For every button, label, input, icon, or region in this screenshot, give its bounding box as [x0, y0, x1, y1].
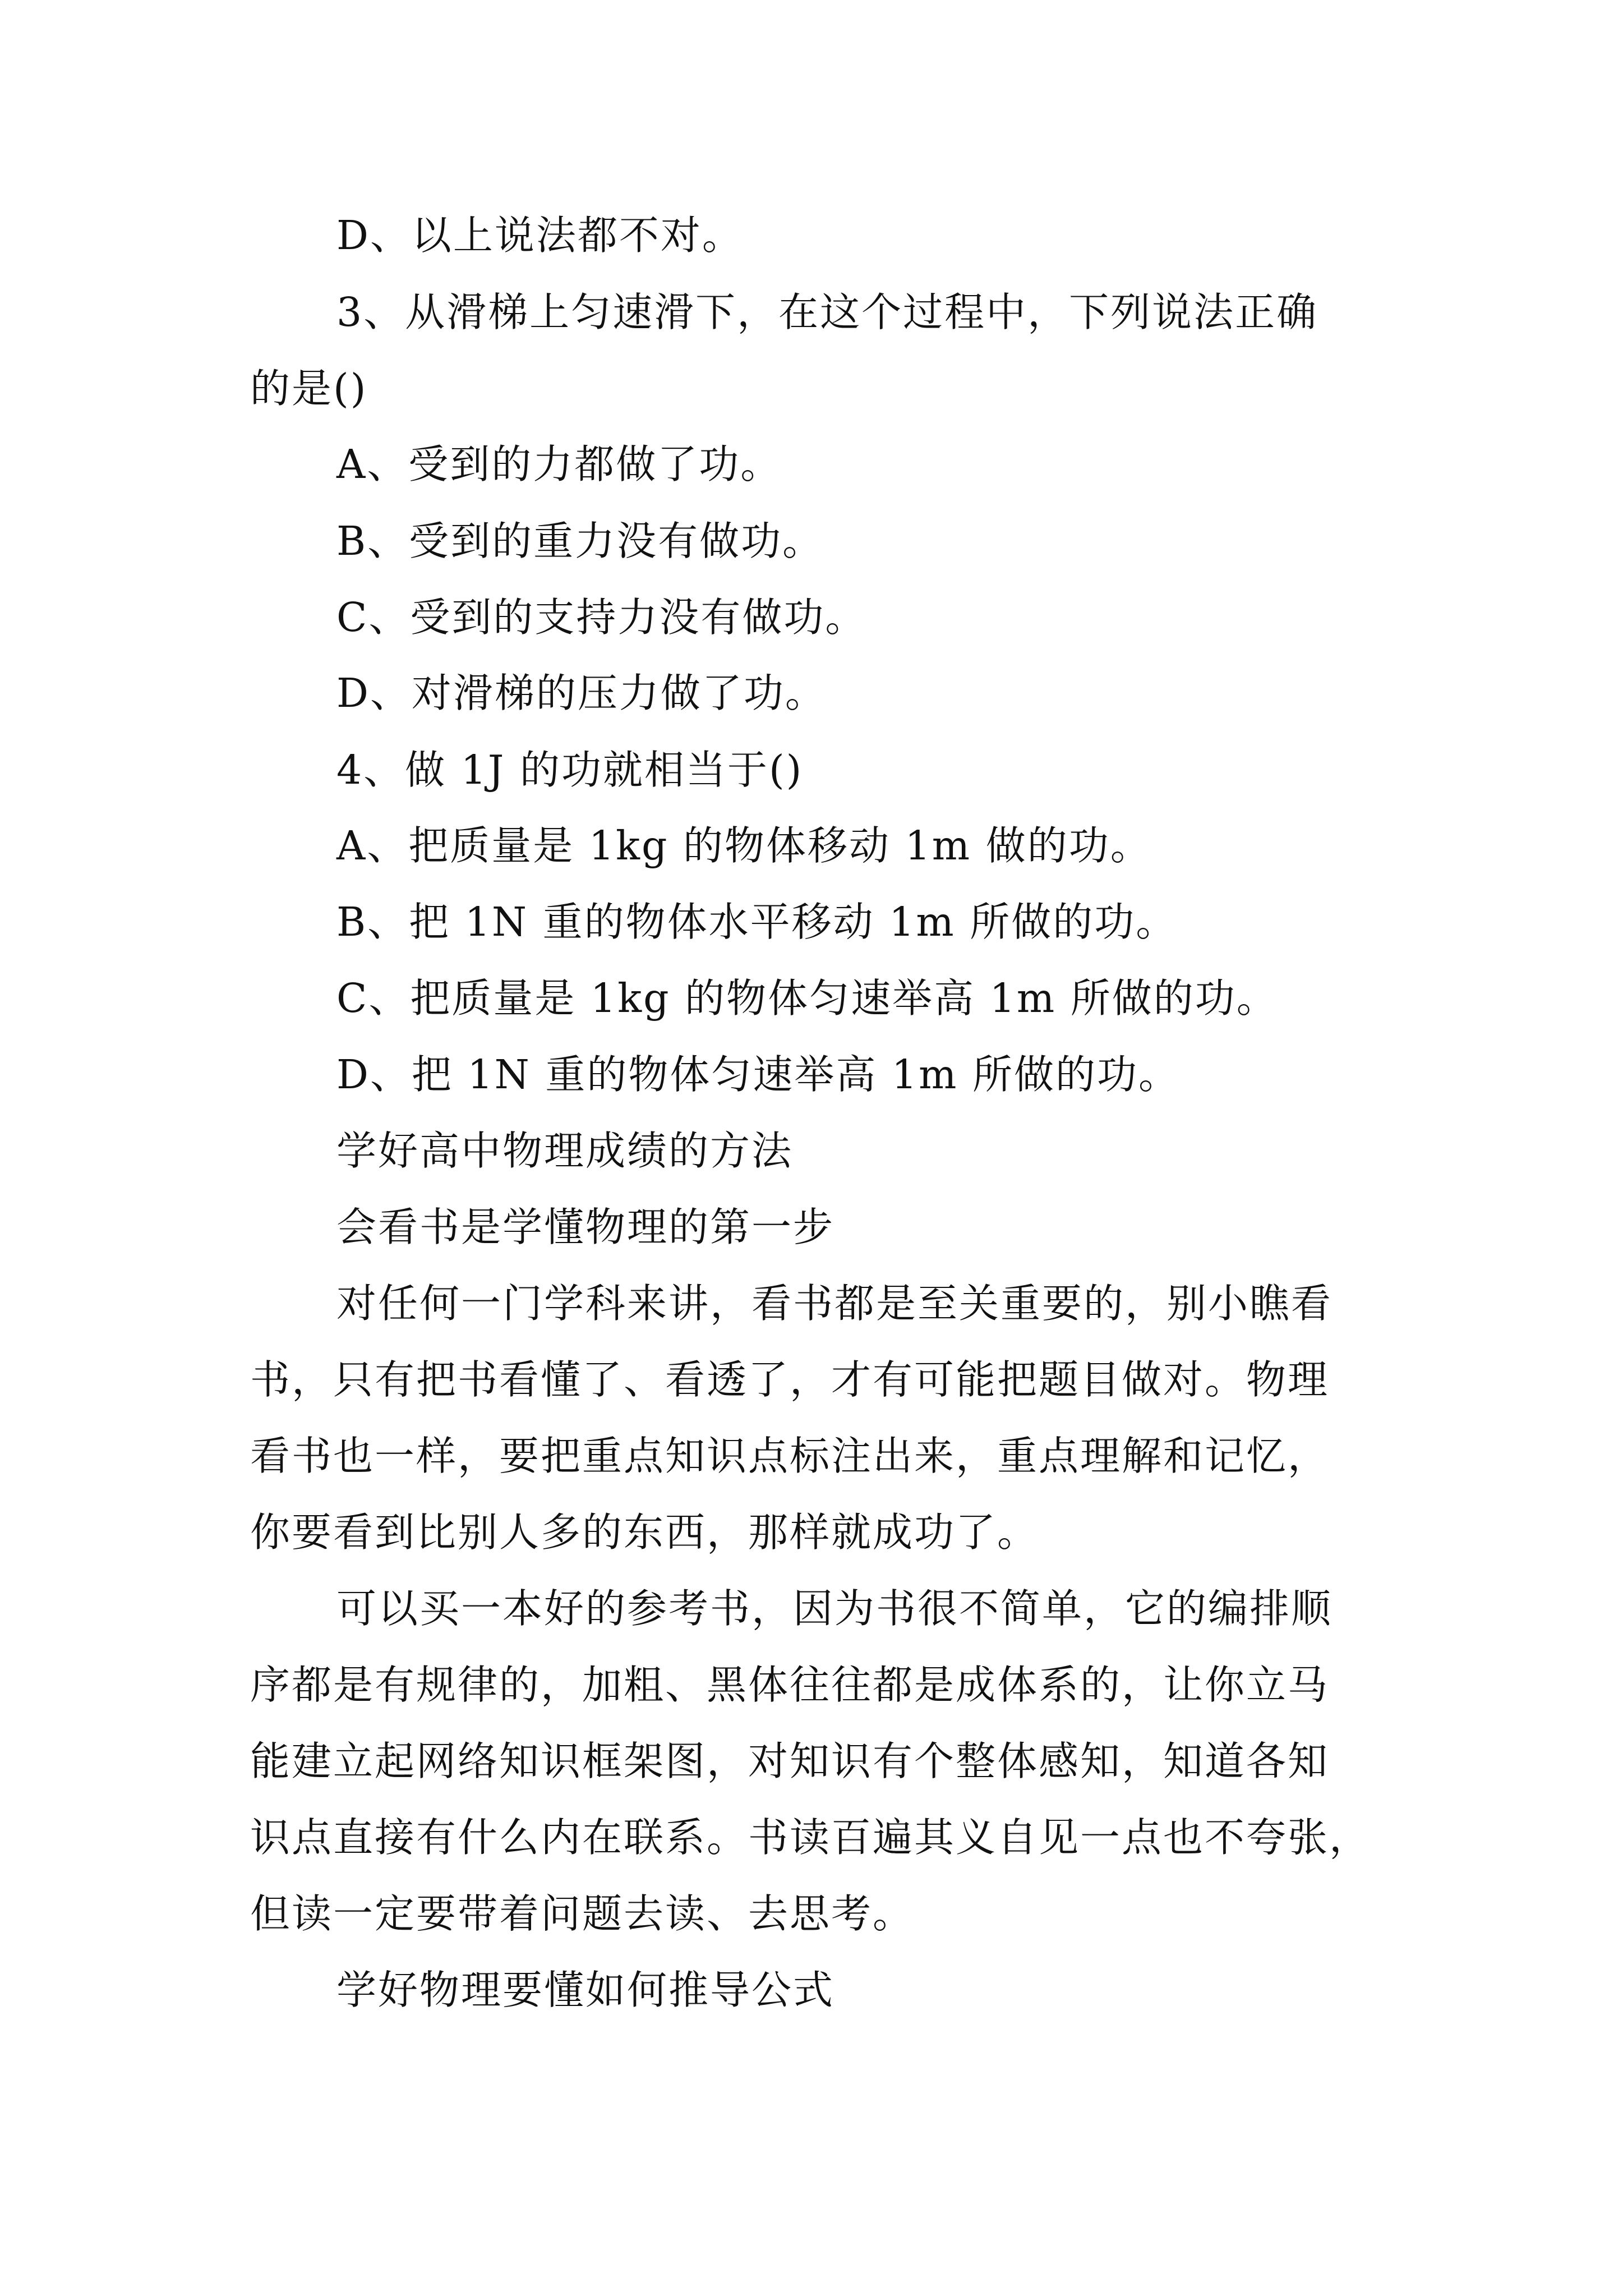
paragraph-2-line-1: 可以买一本好的参考书，因为书很不简单，它的编排顺	[336, 1585, 1333, 1632]
option-a-q3: A、受到的力都做了功。	[336, 441, 782, 487]
option-d-q3: D、对滑梯的压力做了功。	[336, 670, 827, 716]
subheading-formulas: 学好物理要懂如何推导公式	[336, 1967, 835, 2013]
section-heading: 学好高中物理成绩的方法	[336, 1128, 794, 1174]
question-4: 4、做 1J 的功就相当于()	[336, 747, 804, 793]
paragraph-2-line-2: 序都是有规律的，加粗、黑体往往都是成体系的，让你立马	[250, 1662, 1330, 1708]
option-d-q4: D、把 1N 重的物体匀速举高 1m 所做的功。	[336, 1051, 1180, 1098]
question-3: 3、从滑梯上匀速滑下，在这个过程中，下列说法正确	[336, 289, 1318, 335]
paragraph-1-line-2: 书，只有把书看懂了、看透了，才有可能把题目做对。物理	[250, 1356, 1330, 1403]
paragraph-1-line-1: 对任何一门学科来讲，看书都是至关重要的，别小瞧看	[336, 1280, 1333, 1327]
option-c-q3: C、受到的支持力没有做功。	[336, 594, 867, 641]
option-b-q4: B、把 1N 重的物体水平移动 1m 所做的功。	[336, 899, 1178, 945]
question-3-continued: 的是()	[250, 365, 368, 412]
option-d-q2: D、以上说法都不对。	[336, 212, 744, 259]
paragraph-2-line-4: 识点直接有什么内在联系。书读百遍其义自见一点也不夸张，	[250, 1814, 1371, 1861]
option-c-q4: C、把质量是 1kg 的物体匀速举高 1m 所做的功。	[336, 975, 1278, 1022]
paragraph-2-line-3: 能建立起网络知识框架图，对知识有个整体感知，知道各知	[250, 1738, 1330, 1784]
subheading-reading: 会看书是学懂物理的第一步	[336, 1204, 835, 1250]
paragraph-1-line-3: 看书也一样，要把重点知识点标注出来，重点理解和记忆，	[250, 1433, 1330, 1479]
option-a-q4: A、把质量是 1kg 的物体移动 1m 做的功。	[336, 822, 1152, 869]
option-b-q3: B、受到的重力没有做功。	[336, 518, 824, 564]
paragraph-1-line-4: 你要看到比别人多的东西，那样就成功了。	[250, 1509, 1039, 1556]
paragraph-2-line-5: 但读一定要带着问题去读、去思考。	[250, 1890, 915, 1937]
